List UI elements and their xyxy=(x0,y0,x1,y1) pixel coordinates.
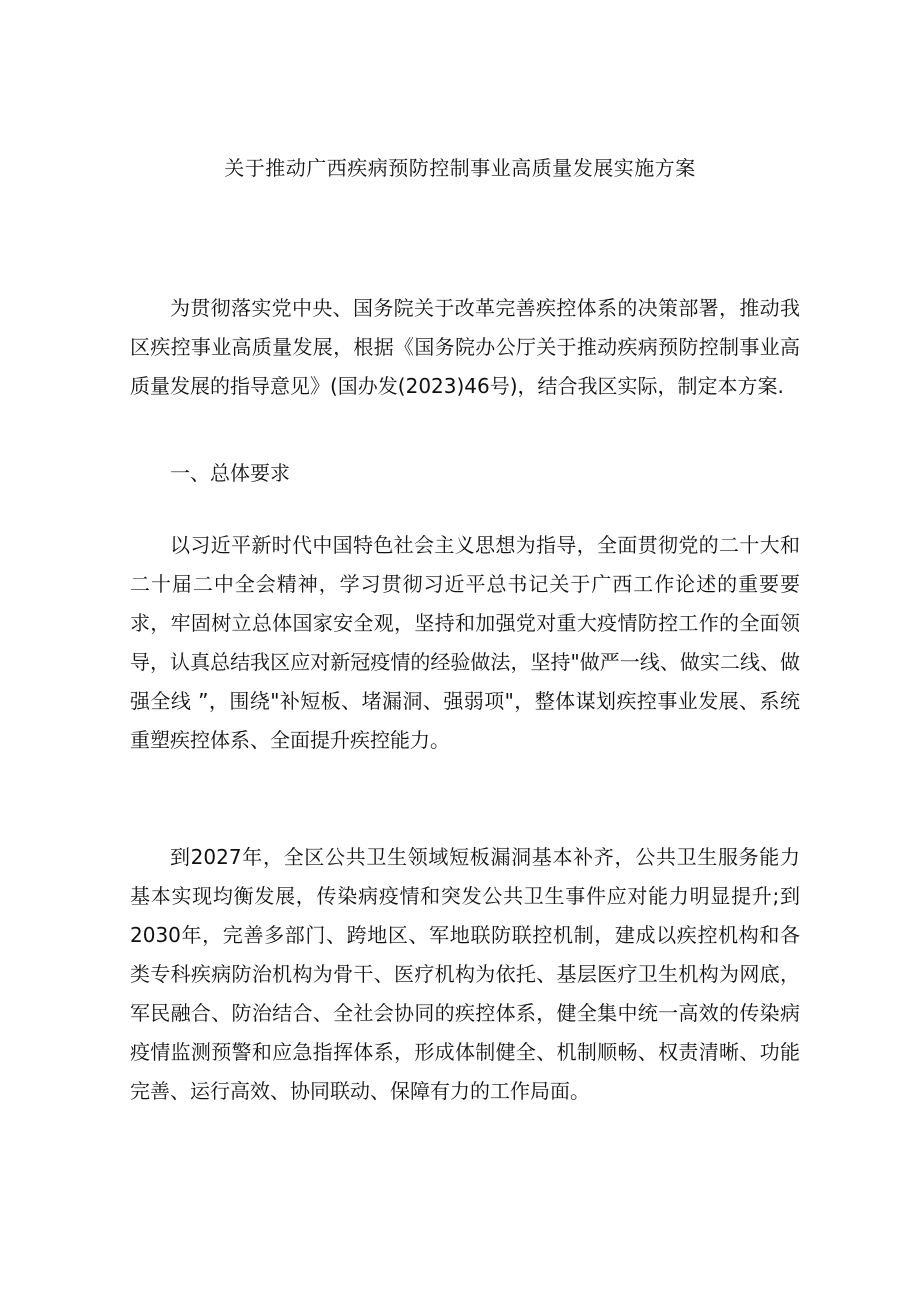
document-title: 关于推动广西疾病预防控制事业高质量发展实施方案 xyxy=(224,156,696,180)
section-heading-general-requirements: 一、总体要求 xyxy=(170,461,290,485)
intro-paragraph: 为贯彻落实党中央、国务院关于改革完善疾控体系的决策部署，推动我区疾控事业高质量发展，根据《国务院办公厅关于推动疾病预防控制事业高质量发展的指导意见》(国办发(2023)46号)，结合我区实际，制定本方案. xyxy=(130,296,800,398)
guiding-principles-paragraph: 以习近平新时代中国特色社会主义思想为指导，全面贯彻党的二十大和二十届二中全会精神，学习贯彻习近平总书记关于广西工作论述的重要要求，牢固树立总体国家安全观，坚持和加强党对重大疫情防控工作的全面领导，认真总结我区应对新冠疫情的经验做法，坚持"做严一线、做实二线、做强全线 ”，围绕"补短板、堵漏洞、强弱项"，整体谋划疾控事业发展、系统重塑疾控体系、全面提升疾控能力。 xyxy=(130,533,800,752)
development-goals-paragraph: 到2027年，全区公共卫生领域短板漏洞基本补齐，公共卫生服务能力基本实现均衡发展，传染病疫情和突发公共卫生事件应对能力明显提升;到2030年，完善多部门、跨地区、军地联防联控机制，建成以疾控机构和各类专科疾病防治机构为骨干、医疗机构为依托、基层医疗卫生机构为网底，军民融合、防治结合、全社会协同的疾控体系，健全集中统一高效的传染病疫情监测预警和应急指挥体系，形成体制健全、机制顺畅、权责清晰、功能完善、运行高效、协同联动、保障有力的工作局面。 xyxy=(130,845,800,1103)
